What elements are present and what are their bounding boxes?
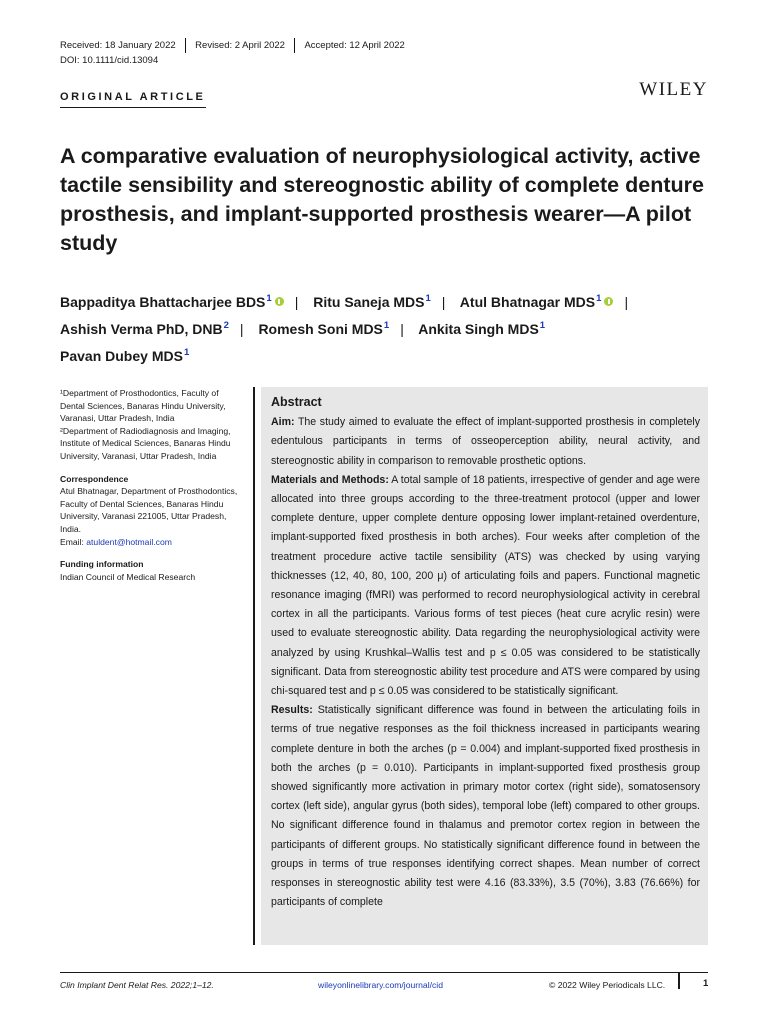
author-separator: | <box>239 321 244 337</box>
funding-text: Indian Council of Medical Research <box>60 571 196 582</box>
received-date: Received: 18 January 2022 <box>60 40 176 51</box>
article-dates <box>60 38 405 53</box>
methods-label: Materials and Methods: <box>271 473 389 486</box>
email-link[interactable]: atuldent@hotmail.com <box>86 536 172 547</box>
orcid-icon[interactable] <box>604 297 613 306</box>
aim-label: Aim: <box>271 416 295 429</box>
author-separator: | <box>441 294 446 310</box>
author-name-text: Romesh Soni MDS <box>258 321 383 337</box>
author-name-text: Ashish Verma PhD, DNB <box>60 321 223 337</box>
author-name-text: Ankita Singh MDS <box>418 321 539 337</box>
affiliation-superscript: 1 <box>596 293 602 304</box>
author-name-text: Bappaditya Bhattacharjee BDS <box>60 294 266 310</box>
date-separator <box>294 38 296 53</box>
article-title: A comparative evaluation of neurophysiological activity, active tactile sensibility and stereognostic ability of complete denture prosthesis, and implant-supported prosthesis wearer—A pilot study <box>60 144 704 255</box>
correspondence-text: Atul Bhatnagar, Department of Prosthodontics, Faculty of Dental Sciences, Banaras Hindu University, Varanasi 221005, Uttar Pradesh, India. <box>60 486 238 534</box>
orcid-icon[interactable] <box>275 297 284 306</box>
author-name <box>313 294 431 310</box>
date-separator <box>185 38 187 53</box>
journal-citation: Clin Implant Dent Relat Res. 2022;1–12. <box>60 980 214 990</box>
aim-text: The study aimed to evaluate the effect of implant-supported prosthesis in completely edentulous participants in terms of osseoperception ability, neural activity, and stereognostic ability in comparison to removable prosthetic options. <box>271 416 700 467</box>
author-separator: | <box>400 321 404 337</box>
accepted-date: Accepted: 12 April 2022 <box>304 40 405 51</box>
doi[interactable]: DOI: 10.1111/cid.13094 <box>60 55 159 66</box>
affiliation-superscript: 1 <box>383 320 390 331</box>
methods-text: A total sample of 18 patients, irrespective of gender and age were allocated into three groups according to the three-treatment protocol (upper and lower complete denture, upper complete denture opposing lower implant-retained overdenture, implant-supported fixed prosthesis in both arches). Four weeks after completion of the treatment procedure active tactile sensibility (ATS) was checked by using varying thicknesses (12, 40, 80, 100, 200 μ) of articulating foils and papers. Functional magnetic resonance imaging (fMRI) was performed to record neurophysiological activity in cerebral cortex in all the participants. Various forms of test pieces (heat cure acrylic resin) were used to evaluate stereognostic ability. Data regarding the neurophysiological activity were analyzed by using Krushkal–Wallis test and p ≤ 0.05 was considered to be statistically significant. Data from stereognostic ability test procedure and ATS were compared by using chi-squared test and p ≤ 0.05 was considered to be statistically significant. <box>271 473 700 698</box>
article-info-sidebar <box>60 387 242 583</box>
author-name <box>60 294 284 310</box>
results-label: Results: <box>271 704 313 717</box>
column-divider <box>253 387 255 945</box>
affiliation-superscript: 1 <box>425 293 431 304</box>
copyright: © 2022 Wiley Periodicals LLC. <box>549 980 666 990</box>
abstract-methods <box>271 471 700 701</box>
funding-heading: Funding information <box>60 559 144 570</box>
author-separator: | <box>624 294 629 310</box>
author-name <box>60 321 229 337</box>
affiliation-superscript: 2 <box>223 320 229 331</box>
revised-date: Revised: 2 April 2022 <box>195 40 285 51</box>
publisher-logo: WILEY <box>639 79 708 100</box>
author-name-text: Pavan Dubey MDS <box>60 348 183 364</box>
affiliation-superscript: 1 <box>266 293 272 304</box>
author-separator: | <box>294 294 299 310</box>
abstract-results <box>271 701 700 912</box>
page-number: 1 <box>703 978 709 989</box>
article-type: ORIGINAL ARTICLE <box>60 91 206 108</box>
author-name <box>460 294 614 310</box>
footer-rule <box>60 972 708 973</box>
author-name <box>418 321 545 337</box>
author-name-text: Atul Bhatnagar MDS <box>459 294 596 310</box>
affiliation-superscript: 1 <box>183 347 190 358</box>
email-label: Email: <box>60 536 87 547</box>
abstract-box <box>261 387 708 945</box>
results-text: Statistically significant difference was found in between the articulating foils in terms of true negative responses as the foil thickness increased in participants wearing complete denture in both the arches (p = 0.004) and implant-supported fixed prosthesis in both the arches (p = 0.010). Participants in implant-supported fixed prosthesis group showed significantly more activation in primary motor cortex (right side), somatosensory cortex (left side), angular gyrus (both sides), temporal lobe (left) compared to other groups. No significant difference found in thalamus and premotor cortex region in between the participants of different groups. No statistically significant difference found in between the groups in terms of true responses identifying correct shapes. Mean number of correct responses in stereognostic ability test were 4.16 (83.33%), 3.5 (70%), 3.83 (76.66%) for participants of complete <box>271 704 700 909</box>
affiliation-1: ¹Department of Prosthodontics, Faculty of Dental Sciences, Banaras Hindu University, Varanasi, Uttar Pradesh, India <box>60 388 226 424</box>
author-list <box>60 287 720 368</box>
footer-divider <box>678 972 680 989</box>
correspondence-heading: Correspondence <box>60 473 129 484</box>
author-name <box>60 348 189 364</box>
author-name-text: Ritu Saneja MDS <box>313 294 425 310</box>
affiliation-superscript: 1 <box>539 320 546 331</box>
affiliation-2: ²Department of Radiodiagnosis and Imaging, Institute of Medical Sciences, Banaras Hindu University, Varanasi, Uttar Pradesh, India <box>60 425 231 461</box>
correspondence-email-line <box>60 536 242 549</box>
author-name <box>258 321 389 337</box>
abstract-heading: Abstract <box>271 395 322 409</box>
journal-url-link[interactable]: wileyonlinelibrary.com/journal/cid <box>318 980 443 990</box>
abstract-aim <box>271 413 700 471</box>
